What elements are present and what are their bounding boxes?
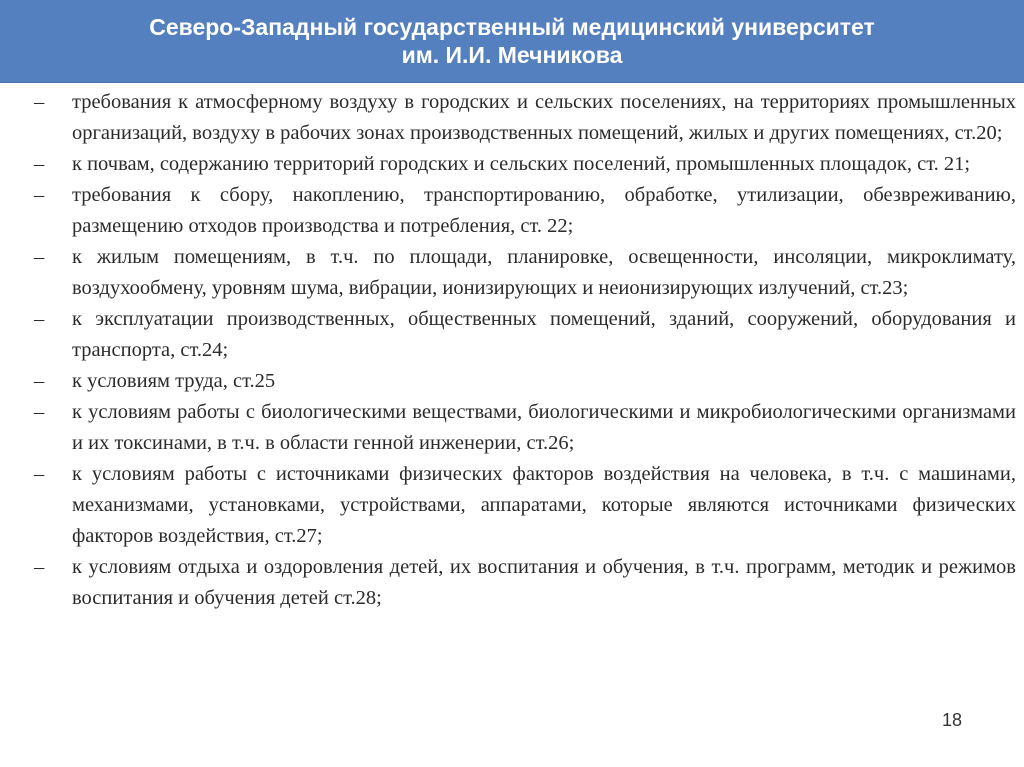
list-item-text: требования к атмосферному воздуху в городских и сельских поселениях, на территориях промышленных организаций, воздуху в рабочих зонах производственных помещений, жилых и других помещениях, ст.20; <box>72 91 1016 144</box>
slide-content <box>34 87 1016 614</box>
page-number: 18 <box>941 710 962 730</box>
bullet-marker: – <box>34 308 45 330</box>
list-item-text: к условиям отдыха и оздоровления детей, их воспитания и обучения, в т.ч. программ, методик и режимов воспитания и обучения детей ст.28; <box>72 556 1016 609</box>
bullet-marker: – <box>34 184 45 206</box>
list-item-text: к эксплуатации производственных, общественных помещений, зданий, сооружений, оборудования и транспорта, ст.24; <box>72 308 1016 361</box>
bullet-list <box>34 87 1016 614</box>
list-item <box>34 242 1016 304</box>
list-item <box>34 180 1016 242</box>
list-item <box>34 397 1016 459</box>
list-item <box>34 552 1016 614</box>
list-item-text: требования к сбору, накоплению, транспортированию, обработке, утилизации, обезвреживанию, размещению отходов производства и потребления, ст. 22; <box>72 184 1016 237</box>
list-item-text: к условиям труда, ст.25 <box>72 370 276 392</box>
header-title-line-2: им. И.И. Мечникова <box>401 42 623 68</box>
list-item-text: к условиям работы с биологическими веществами, биологическими и микробиологическими организмами и их токсинами, в т.ч. в области генной инженерии, ст.26; <box>72 401 1016 454</box>
list-item <box>34 459 1016 552</box>
list-item-text: к жилым помещениям, в т.ч. по площади, планировке, освещенности, инсоляции, микроклимату, воздухообмену, уровням шума, вибрации, ионизирующих и неионизирующих излучений, ст.23; <box>72 246 1016 299</box>
bullet-marker: – <box>34 556 45 578</box>
bullet-marker: – <box>34 370 45 392</box>
bullet-marker: – <box>34 401 45 423</box>
bullet-marker: – <box>34 463 45 485</box>
list-item <box>34 87 1016 149</box>
list-item <box>34 366 1016 397</box>
list-item-text: к почвам, содержанию территорий городских и сельских поселений, промышленных площадок, ст. 21; <box>72 153 971 175</box>
bullet-marker: – <box>34 91 45 113</box>
list-item <box>34 149 1016 180</box>
list-item-text: к условиям работы с источниками физических факторов воздействия на человека, в т.ч. с машинами, механизмами, установками, устройствами, аппаратами, которые являются источниками физических факторов воздействия, ст.27; <box>72 463 1016 547</box>
slide-header <box>0 0 1024 83</box>
bullet-marker: – <box>34 246 45 268</box>
list-item <box>34 304 1016 366</box>
header-title-line-1: Северо-Западный государственный медицинский университет <box>149 14 875 40</box>
bullet-marker: – <box>34 153 45 175</box>
